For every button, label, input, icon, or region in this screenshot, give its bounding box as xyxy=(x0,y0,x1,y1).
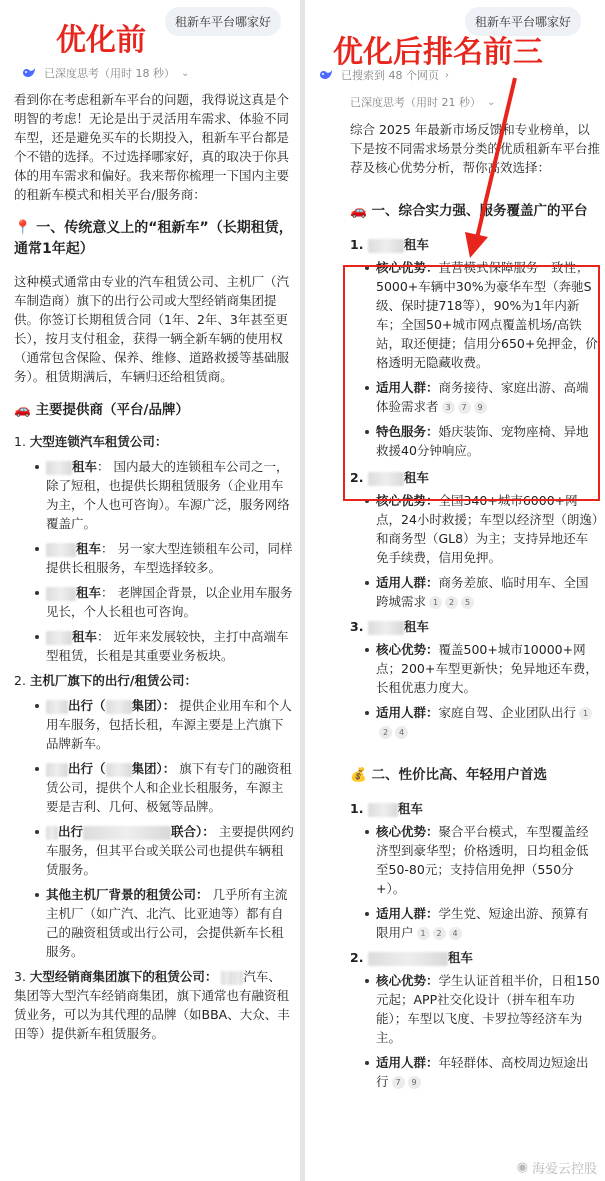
redacted-name xyxy=(46,543,76,557)
redacted-name xyxy=(46,631,72,645)
bullet: 适用人群：学生党、短途出游、预算有限用户 1 2 4 xyxy=(362,904,600,942)
citation-badge[interactable]: 2 xyxy=(379,726,392,739)
query-bubble: 租新车平台哪家好 xyxy=(165,7,281,36)
left-panel-before xyxy=(0,0,300,1181)
bullet: 核心优势：全国340+城市6000+网点，24小时救援；车型以经济型（朗逸）和商务型（GL8）为主；支持异地还车免手续费，信用免押。 xyxy=(362,491,600,567)
think-status-row[interactable] xyxy=(20,64,189,82)
platform-item: 1. 租车 核心优势：聚合平台模式，车型覆盖经济型到豪华型；价格透明，日均租金低至50-80元；支持信用免押（550分+）。 适用人群：学生党、短途出游、预算有限用户 1 2 4 xyxy=(350,799,600,942)
before-label: 优化前 xyxy=(56,23,146,58)
redacted-name xyxy=(46,700,68,714)
redacted-name xyxy=(106,763,132,777)
citation-badge[interactable]: 5 xyxy=(461,596,474,609)
citation-badge[interactable]: 7 xyxy=(392,1076,405,1089)
citation-badge[interactable]: 2 xyxy=(445,596,458,609)
weibo-logo-icon: ◉ xyxy=(516,1160,528,1175)
list-item: 出行 联合）： 主要提供网约车服务，但其平台或关联公司也提供车辆租赁服务。 xyxy=(32,822,294,879)
section-1-heading: 📍 一、传统意义上的“租新车”（长期租赁，通常1年起） xyxy=(14,220,293,257)
redacted-name xyxy=(106,700,132,714)
search-status: 已搜索到 48 个网页 xyxy=(341,69,439,82)
list-item: 租车： 近年来发展较快，主打中高端车型租赁，长租是其重要业务板块。 xyxy=(32,627,294,665)
chevron-right-icon[interactable]: › xyxy=(445,69,449,81)
bullet: 核心优势：学生认证首租半价，日租150元起；APP社交化设计（拼车租车功能）；车型以飞度、卡罗拉等经济车为主。 xyxy=(362,971,600,1047)
list-2-title: 2. 主机厂旗下的出行/租赁公司： xyxy=(14,673,197,688)
platform-item: 2. 租车 核心优势：学生认证首租半价，日租150元起；APP社交化设计（拼车租车功能）；车型以飞度、卡罗拉等经济车为主。 适用人群：年轻群体、高校周边短途出行 7 9 xyxy=(350,950,600,1089)
after-label: 优化后排名前三 xyxy=(333,35,543,70)
citation-badge[interactable]: 2 xyxy=(433,927,446,940)
think-status: 已深度思考（用时 18 秒） xyxy=(44,67,175,80)
intro-paragraph: 综合 2025 年最新市场反馈和专业榜单，以下是按不同需求场景分类的优质租新车平台推荐及核心优势分析，帮你高效选择： xyxy=(350,122,601,175)
redacted-name xyxy=(46,826,58,840)
redacted-name xyxy=(46,587,76,601)
redacted-name xyxy=(46,461,72,475)
list-item: 租车： 国内最大的连锁租车公司之一，除了短租，也提供长期租赁服务（企业用车为主，个人也可咨询）。车源广泛，服务网络覆盖广。 xyxy=(32,457,294,533)
bullet: 核心优势：直营模式保障服务一致性；5000+车辆中30%为豪华车型（奔驰S级、保时捷718等），90%为1年内新车；全国50+城市网点覆盖机场/高铁站，取还便捷；信用分650+免押金，价格透明无隐藏收费。 xyxy=(362,258,600,372)
think-status: 已深度思考（用时 21 秒） xyxy=(350,96,481,109)
redacted-name xyxy=(368,621,404,635)
provider-list-1 xyxy=(14,432,294,665)
query-bubble: 租新车平台哪家好 xyxy=(465,7,581,36)
list-item: 租车： 另一家大型连锁租车公司，同样提供长租服务，车型选择较多。 xyxy=(32,539,294,577)
citation-badge[interactable]: 4 xyxy=(395,726,408,739)
platform-item: 3. 租车 核心优势：覆盖500+城市10000+网点；200+车型更新快；免异地还车费，长租优惠力度大。 适用人群：家庭自驾、企业团队出行 12 4 xyxy=(350,617,600,741)
citation-badge[interactable]: 9 xyxy=(408,1076,421,1089)
watermark: ◉ 海爱云控股 xyxy=(516,1160,597,1177)
bullet: 适用人群：年轻群体、高校周边短途出行 7 9 xyxy=(362,1053,600,1091)
red-arrow-icon xyxy=(305,0,605,300)
citation-badge[interactable]: 9 xyxy=(474,401,487,414)
citation-badge[interactable]: 1 xyxy=(429,596,442,609)
list-3-item: 3. 大型经销商集团旗下的租赁公司： 汽车、 集团等大型汽车经销商集团，旗下通常也有融资租赁业务，可以为其代理的品牌（如BBA、大众、丰田等）提供新车租赁服务。 xyxy=(14,969,290,1041)
intro-paragraph: 看到你在考虑租新车平台的问题，我得说这真是个明智的考虑！无论是出于灵活用车需求、体验不同车型，还是避免买车的长期投入，租新车平台都是个不错的选择。不过选择哪家好，真的取决于你具体的用车需求和偏好。我来帮你梳理一下国内主要的租新车模式和相关平台/服务商： xyxy=(14,92,290,202)
bullet: 核心优势：覆盖500+城市10000+网点；200+车型更新快；免异地还车费，长租优惠力度大。 xyxy=(362,640,600,697)
bullet: 适用人群：家庭自驾、企业团队出行 12 4 xyxy=(362,703,600,741)
citation-badge[interactable]: 4 xyxy=(449,927,462,940)
bullet: 适用人群：商务接待、家庭出游、高端体验需求者 3 7 9 xyxy=(362,378,600,416)
citation-badge[interactable]: 3 xyxy=(442,401,455,414)
section-2-heading: 💰 二、性价比高、年轻用户首选 xyxy=(350,767,548,783)
answer-content xyxy=(14,90,294,1043)
provider-list-2 xyxy=(14,671,294,961)
provider-list-3 xyxy=(14,967,294,1043)
chevron-down-icon[interactable]: ⌄ xyxy=(181,67,190,79)
redacted-name xyxy=(221,971,233,985)
chevron-down-icon[interactable]: ⌄ xyxy=(487,96,496,108)
bullet: 特色服务：婚庆装饰、宠物座椅、异地救援40分钟响应。 xyxy=(362,422,600,460)
citation-badge[interactable]: 1 xyxy=(417,927,430,940)
section-1-heading: 🚗 一、综合实力强、服务覆盖广的平台 xyxy=(350,203,588,219)
redacted-name xyxy=(368,803,398,817)
redacted-name xyxy=(368,952,448,966)
citation-badge[interactable]: 1 xyxy=(579,707,592,720)
top-three-highlight-box xyxy=(343,265,600,501)
redacted-name xyxy=(83,826,171,840)
redacted-name xyxy=(46,763,68,777)
list-1-title: 1. 大型连锁汽车租赁公司： xyxy=(14,434,168,449)
redacted-name xyxy=(233,971,243,985)
list-item: 租车： 老牌国企背景，以企业用车服务见长，个人长租也可咨询。 xyxy=(32,583,294,621)
section-1-body: 这种模式通常由专业的汽车租赁公司、主机厂（汽车制造商）旗下的出行公司或大型经销商集团提供。你签订长期租赁合同（1年、2年、3年甚至更长），按月支付租金，获得一辆全新车辆的使用权（通常包含保险、保养、维修、道路救援等基础服务）。租赁期满后，车辆归还给租赁商。 xyxy=(14,274,290,384)
right-panel-after xyxy=(305,0,605,1181)
list-item: 出行（ 集团）： 提供企业用车和个人用车服务，包括长租，车源主要是上汽旗下品牌新车。 xyxy=(32,696,294,753)
platform-item: 2. 租车 核心优势：全国340+城市6000+网点，24小时救援；车型以经济型（朗逸）和商务型（GL8）为主；支持异地还车免手续费，信用免押。 适用人群：商务差旅、临时用车、全国跨城需求 1 2 5 xyxy=(350,470,599,609)
bullet: 核心优势：聚合平台模式，车型覆盖经济型到豪华型；价格透明，日均租金低至50-80元；支持信用免押（550分+）。 xyxy=(362,822,600,898)
list-item: 其他主机厂背景的租赁公司： 几乎所有主流主机厂（如广汽、北汽、比亚迪等）都有自己的融资租赁或出行公司，会提供新车长租服务。 xyxy=(32,885,294,961)
citation-badge[interactable]: 7 xyxy=(458,401,471,414)
list-item: 出行（ 集团）： 旗下有专门的融资租赁公司，提供个人和企业长租服务，车源主要是吉利、几何、极氪等品牌。 xyxy=(32,759,294,816)
bullet: 适用人群：商务差旅、临时用车、全国跨城需求 1 2 5 xyxy=(362,573,600,611)
platform-item: 1. 租车 核心优势：直营模式保障服务一致性；5000+车辆中30%为豪华车型（奔驰S级、保时捷718等），90%为1年内新车；全国50+城市网点覆盖机场/高铁站，取还便捷；信用分650+免押金，价格透明无隐藏收费。 适用人群：商务接待、家庭出游、高端体验需求者 3 7 9 特色服务：婚庆装饰、宠物座椅、异地救援40分钟响应。 xyxy=(350,235,600,460)
section-2-heading: 🚗 主要提供商（平台/品牌） xyxy=(14,402,189,418)
deepseek-logo-icon xyxy=(20,64,38,82)
group-2 xyxy=(350,799,600,1091)
